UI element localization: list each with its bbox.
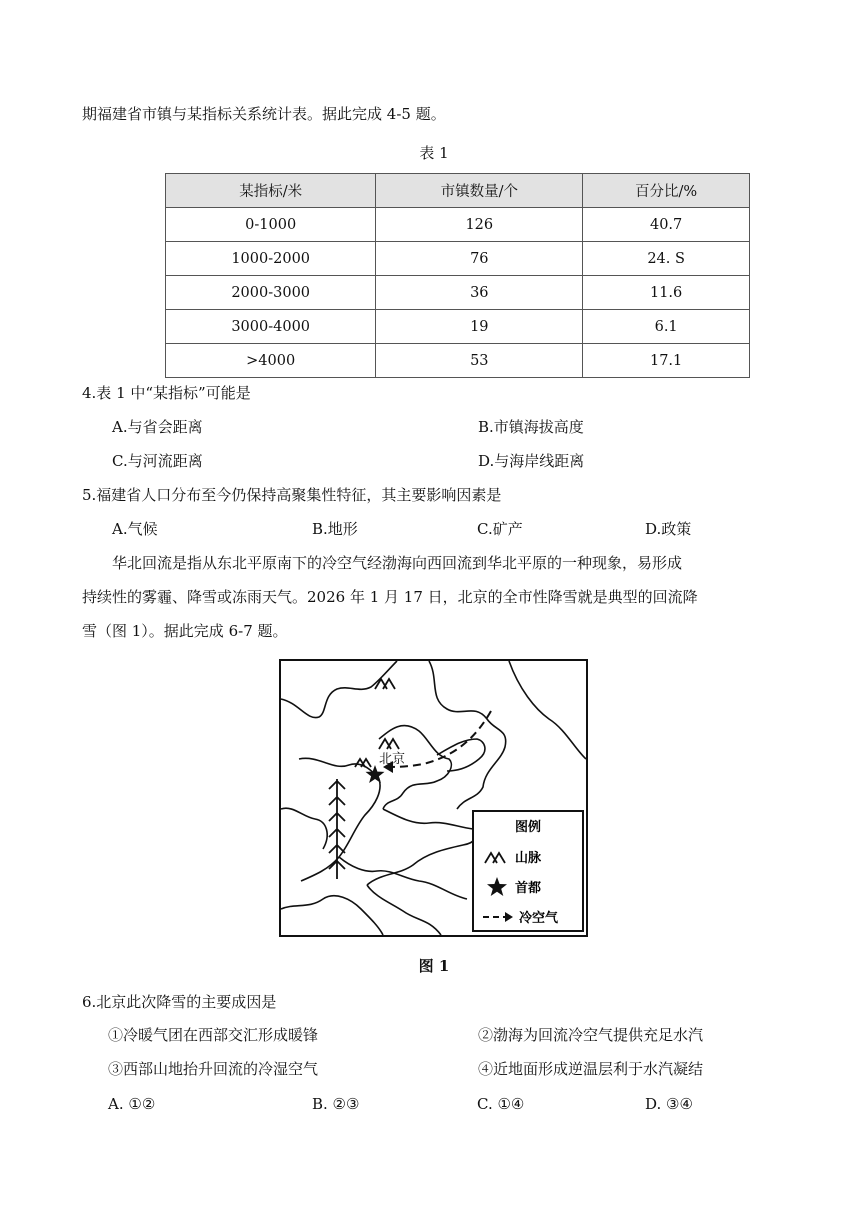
table-header-row (166, 174, 750, 208)
q6-statement-2: ②渤海为回流冷空气提供充足水汽 (478, 1026, 704, 1044)
table-cell: 1000-2000 (166, 242, 376, 276)
q6-option-a[interactable]: A. ①② (108, 1095, 156, 1113)
table-cell: >4000 (166, 344, 376, 378)
table-title: 表 1 (419, 144, 449, 162)
legend-title: 图例 (514, 820, 542, 835)
stats-table (165, 173, 750, 378)
q5-option-d[interactable]: D.政策 (645, 520, 692, 538)
table-row (166, 344, 750, 378)
map-svg (279, 659, 588, 937)
q6-statement-4: ④近地面形成逆温层利于水汽凝结 (478, 1060, 704, 1078)
intro-text: 期福建省市镇与某指标关系统计表。据此完成 4-5 题。 (82, 105, 446, 123)
q4-option-a[interactable]: A.与省会距离 (112, 418, 203, 436)
table-header-cell: 市镇数量/个 (376, 174, 583, 208)
figure-caption: 图 1 (418, 957, 450, 975)
q6-option-d[interactable]: D. ③④ (645, 1095, 693, 1113)
q5-option-c[interactable]: C.矿产 (477, 520, 523, 538)
table-row (166, 310, 750, 344)
table-cell: 0-1000 (166, 208, 376, 242)
q6-stem: 6.北京此次降雪的主要成因是 (82, 993, 277, 1011)
legend-cold-air-label: 冷空气 (519, 911, 559, 926)
table-cell: 40.7 (583, 208, 750, 242)
q6-statement-3: ③西部山地抬升回流的冷湿空气 (108, 1060, 319, 1078)
passage-line-1: 华北回流是指从东北平原南下的冷空气经渤海向西回流到华北平原的一种现象，易形成 (112, 554, 683, 572)
table-cell: 2000-3000 (166, 276, 376, 310)
table-cell: 36 (376, 276, 583, 310)
table-cell: 24. S (583, 242, 750, 276)
q4-option-b[interactable]: B.市镇海拔高度 (478, 418, 584, 436)
table-header-cell: 百分比/% (583, 174, 750, 208)
table-cell: 11.6 (583, 276, 750, 310)
table-cell: 6.1 (583, 310, 750, 344)
city-label: 北京 (379, 752, 406, 767)
q4-stem: 4.表 1 中“某指标”可能是 (82, 384, 251, 402)
map-legend (473, 811, 583, 931)
q6-option-c[interactable]: C. ①④ (477, 1095, 525, 1113)
table-cell: 53 (376, 344, 583, 378)
map-figure (279, 659, 588, 937)
passage-line-2: 持续性的雾霾、降雪或冻雨天气。2026 年 1 月 17 日，北京的全市性降雪就是典型的回流降 (82, 588, 698, 606)
table-header-cell: 某指标/米 (166, 174, 376, 208)
table-cell: 3000-4000 (166, 310, 376, 344)
table-cell: 76 (376, 242, 583, 276)
table-cell: 17.1 (583, 344, 750, 378)
q6-option-b[interactable]: B. ②③ (312, 1095, 360, 1113)
table-cell: 19 (376, 310, 583, 344)
legend-capital-label: 首都 (515, 881, 542, 896)
q4-option-d[interactable]: D.与海岸线距离 (478, 452, 585, 470)
q5-option-b[interactable]: B.地形 (312, 520, 358, 538)
table-row (166, 276, 750, 310)
table-row (166, 208, 750, 242)
q5-option-a[interactable]: A.气候 (112, 520, 158, 538)
legend-mountain-label: 山脉 (515, 851, 542, 866)
q5-stem: 5.福建省人口分布至今仍保持高聚集性特征，其主要影响因素是 (82, 486, 502, 504)
q6-statement-1: ①冷暖气团在西部交汇形成暖锋 (108, 1026, 319, 1044)
table-row (166, 242, 750, 276)
passage-line-3: 雪（图 1）。据此完成 6-7 题。 (82, 622, 288, 640)
table-cell: 126 (376, 208, 583, 242)
q4-option-c[interactable]: C.与河流距离 (112, 452, 203, 470)
